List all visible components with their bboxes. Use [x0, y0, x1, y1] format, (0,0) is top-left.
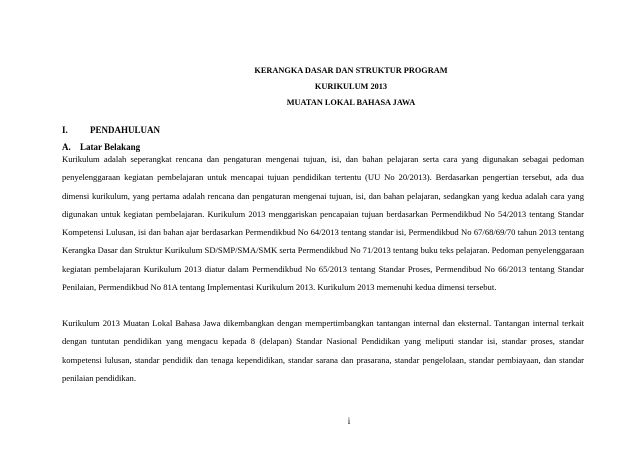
- document-title-line-3: MUATAN LOKAL BAHASA JAWA: [286, 98, 416, 107]
- page-number: i: [347, 416, 351, 426]
- section-heading: [62, 125, 160, 136]
- body-paragraph-1: Kurikulum adalah seperangkat rencana dan pengaturan mengenai tujuan, isi, dan bahan pelajaran serta cara yang digunakan sebagai pedoman penyelenggaraan kegiatan pembelajaran untuk mencapai tujuan pendidikan tertentu (UU No 20/2013). Berdasarkan pengertian tersebut, ada dua dimensi kurikulum, yang pertama adalah rencana dan pengaturan mengenai tujuan, isi, dan bahan pelajaran, sedangkan yang kedua adalah cara yang digunakan untuk kegiatan pembelajaran. Kurikulum 2013 menggariskan pencapaian tujuan berdasarkan Permendikbud No 54/2013 tentang Standar Kompetensi Lulusan, isi dan bahan ajar berdasarkan Permendikbud No 64/2013 tentang standar isi, Permendikbud No 67/68/69/70 tahun 2013 tentang Kerangka Dasar dan Struktur Kurikulum SD/SMP/SMA/SMK serta Permendikbud No 71/2013 tentang buku teks pelajaran. Pedoman penyelenggaraan kegiatan pembelajaran Kurikulum 2013 diatur dalam Permendikbud No 65/2013 tentang Standar Proses, Permendibud No 66/2013 tentang Standar Penilaian, Permendikbud No 81A tentang Implementasi Kurikulum 2013. Kurikulum 2013 memenuhi kedua dimensi tersebut.: [62, 154, 584, 293]
- document-title-line-1: KERANGKA DASAR DAN STRUKTUR PROGRAM: [254, 66, 448, 75]
- document-title-line-2: KURIKULUM 2013: [314, 82, 388, 91]
- section-number: I.: [62, 125, 68, 135]
- subsection-number: A.: [62, 142, 71, 152]
- subsection-title: Latar Belakang: [80, 142, 141, 152]
- section-title: PENDAHULUAN: [90, 125, 161, 135]
- body-paragraph-2: Kurikulum 2013 Muatan Lokal Bahasa Jawa dikembangkan dengan mempertimbangkan tantangan internal dan eksternal. Tantangan internal terkait dengan tuntutan pendidikan yang mengacu kepada 8 (delapan) Standar Nasional Pendidikan yang meliputi standar isi, standar proses, standar kompetensi lulusan, standar pendidik dan tenaga kependidikan, standar sarana dan prasarana, standar pengelolaan, standar pembiayaan, dan standar penilaian pendidikan.: [62, 318, 584, 383]
